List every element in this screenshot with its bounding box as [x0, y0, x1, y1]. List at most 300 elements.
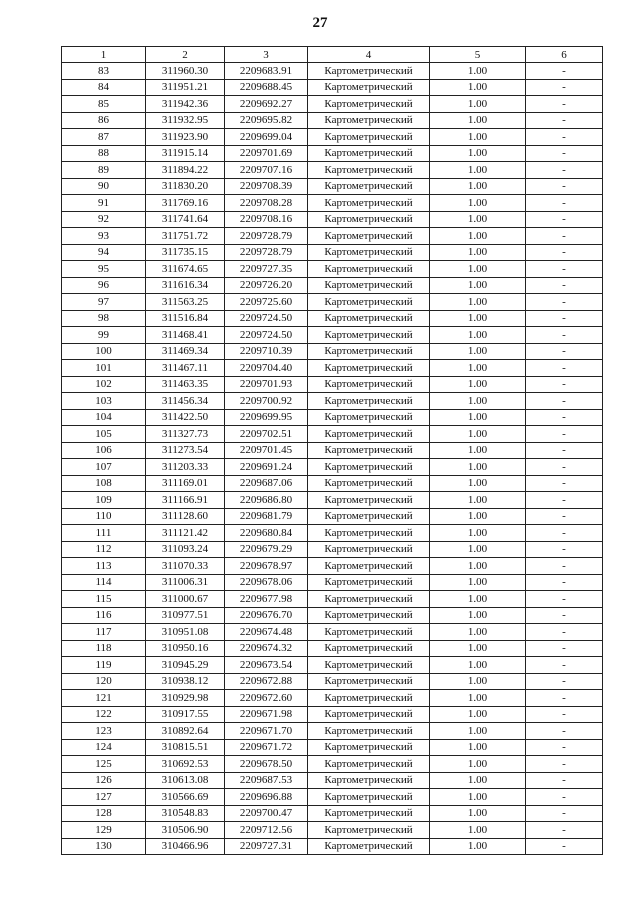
table-cell: Картометрический	[308, 211, 430, 228]
table-cell: 116	[62, 607, 146, 624]
table-cell: 1.00	[430, 475, 526, 492]
table-cell: 85	[62, 96, 146, 113]
table-cell: 311516.84	[146, 310, 225, 327]
table-cell: -	[526, 129, 603, 146]
table-cell: Картометрический	[308, 277, 430, 294]
table-row	[62, 360, 603, 377]
column-header: 6	[526, 47, 603, 63]
table-cell: 310566.69	[146, 789, 225, 806]
table-cell: 311769.16	[146, 195, 225, 212]
table-cell: -	[526, 261, 603, 278]
table-row	[62, 805, 603, 822]
table-cell: 1.00	[430, 360, 526, 377]
table-cell: 311203.33	[146, 459, 225, 476]
table-row	[62, 690, 603, 707]
column-header: 3	[225, 47, 308, 63]
table-cell: 92	[62, 211, 146, 228]
table-row	[62, 343, 603, 360]
table-cell: 310548.83	[146, 805, 225, 822]
table-cell: 1.00	[430, 277, 526, 294]
table-cell: -	[526, 442, 603, 459]
table-cell: -	[526, 63, 603, 80]
table-cell: 311735.15	[146, 244, 225, 261]
table-cell: 1.00	[430, 673, 526, 690]
table-cell: 311273.54	[146, 442, 225, 459]
table-cell: 2209692.27	[225, 96, 308, 113]
table-cell: 114	[62, 574, 146, 591]
table-cell: Картометрический	[308, 574, 430, 591]
table-cell: 1.00	[430, 772, 526, 789]
table-cell: 1.00	[430, 492, 526, 509]
table-row	[62, 541, 603, 558]
table-cell: 310917.55	[146, 706, 225, 723]
table-cell: 311960.30	[146, 63, 225, 80]
table-cell: -	[526, 657, 603, 674]
table-cell: 120	[62, 673, 146, 690]
table-cell: 310892.64	[146, 723, 225, 740]
table-cell: -	[526, 607, 603, 624]
table-cell: 2209728.79	[225, 244, 308, 261]
table-cell: 2209701.45	[225, 442, 308, 459]
table-row	[62, 492, 603, 509]
table-row	[62, 706, 603, 723]
table-cell: 1.00	[430, 607, 526, 624]
table-cell: 83	[62, 63, 146, 80]
table-cell: 2209676.70	[225, 607, 308, 624]
table-cell: 311166.91	[146, 492, 225, 509]
table-cell: 311006.31	[146, 574, 225, 591]
table-cell: 2209678.06	[225, 574, 308, 591]
table-cell: 124	[62, 739, 146, 756]
table-cell: 311128.60	[146, 508, 225, 525]
table-cell: -	[526, 393, 603, 410]
table-row	[62, 640, 603, 657]
table-cell: 311563.25	[146, 294, 225, 311]
table-cell: 129	[62, 822, 146, 839]
table-cell: 1.00	[430, 310, 526, 327]
table-cell: 1.00	[430, 822, 526, 839]
table-cell: Картометрический	[308, 261, 430, 278]
table-cell: 96	[62, 277, 146, 294]
table-cell: 1.00	[430, 657, 526, 674]
table-cell: 2209708.39	[225, 178, 308, 195]
table-cell: 1.00	[430, 79, 526, 96]
table-row	[62, 475, 603, 492]
table-cell: -	[526, 822, 603, 839]
table-cell: 2209728.79	[225, 228, 308, 245]
table-cell: 2209702.51	[225, 426, 308, 443]
table-cell: -	[526, 79, 603, 96]
table-cell: 311456.34	[146, 393, 225, 410]
table-cell: 1.00	[430, 706, 526, 723]
table-cell: -	[526, 459, 603, 476]
table-cell: Картометрический	[308, 723, 430, 740]
table-cell: 311467.11	[146, 360, 225, 377]
table-cell: -	[526, 162, 603, 179]
table-row	[62, 112, 603, 129]
coordinates-table	[61, 46, 603, 855]
table-cell: 1.00	[430, 838, 526, 855]
table-cell: 1.00	[430, 327, 526, 344]
table-cell: 1.00	[430, 261, 526, 278]
table-cell: 2209679.29	[225, 541, 308, 558]
table-row	[62, 129, 603, 146]
table-row	[62, 409, 603, 426]
table-cell: 93	[62, 228, 146, 245]
table-row	[62, 657, 603, 674]
table-cell: 87	[62, 129, 146, 146]
table-cell: -	[526, 690, 603, 707]
table-cell: 125	[62, 756, 146, 773]
table-cell: 310613.08	[146, 772, 225, 789]
table-cell: Картометрический	[308, 706, 430, 723]
table-cell: 310692.53	[146, 756, 225, 773]
table-cell: 2209672.60	[225, 690, 308, 707]
table-cell: -	[526, 409, 603, 426]
table-cell: 311894.22	[146, 162, 225, 179]
table-cell: 110	[62, 508, 146, 525]
table-cell: Картометрический	[308, 96, 430, 113]
table-cell: -	[526, 541, 603, 558]
table-cell: Картометрический	[308, 129, 430, 146]
table-cell: -	[526, 756, 603, 773]
table-cell: 1.00	[430, 409, 526, 426]
table-cell: 311830.20	[146, 178, 225, 195]
table-cell: -	[526, 178, 603, 195]
table-cell: 89	[62, 162, 146, 179]
column-header: 2	[146, 47, 225, 63]
table-cell: 108	[62, 475, 146, 492]
table-cell: Картометрический	[308, 426, 430, 443]
table-row	[62, 673, 603, 690]
table-cell: 2209671.98	[225, 706, 308, 723]
table-cell: Картометрический	[308, 492, 430, 509]
column-header: 1	[62, 47, 146, 63]
table-cell: 2209700.92	[225, 393, 308, 410]
table-cell: 2209681.79	[225, 508, 308, 525]
table-cell: -	[526, 591, 603, 608]
table-cell: -	[526, 277, 603, 294]
table-cell: 2209708.28	[225, 195, 308, 212]
table-cell: 310815.51	[146, 739, 225, 756]
table-cell: 310466.96	[146, 838, 225, 855]
table-row	[62, 63, 603, 80]
table-row	[62, 607, 603, 624]
table-row	[62, 574, 603, 591]
table-cell: 1.00	[430, 376, 526, 393]
table-cell: -	[526, 96, 603, 113]
table-cell: 104	[62, 409, 146, 426]
table-cell: -	[526, 706, 603, 723]
table-cell: 94	[62, 244, 146, 261]
table-row	[62, 327, 603, 344]
table-cell: -	[526, 789, 603, 806]
table-cell: 310506.90	[146, 822, 225, 839]
table-cell: 1.00	[430, 640, 526, 657]
table-cell: 2209696.88	[225, 789, 308, 806]
table-header-row	[62, 47, 603, 63]
table-cell: Картометрический	[308, 409, 430, 426]
table-cell: 111	[62, 525, 146, 542]
table-cell: 311469.34	[146, 343, 225, 360]
table-cell: 311093.24	[146, 541, 225, 558]
column-header: 4	[308, 47, 430, 63]
table-cell: Картометрический	[308, 393, 430, 410]
table-cell: 311923.90	[146, 129, 225, 146]
table-cell: 2209671.70	[225, 723, 308, 740]
table-cell: 1.00	[430, 442, 526, 459]
table-cell: -	[526, 805, 603, 822]
table-cell: -	[526, 640, 603, 657]
table-row	[62, 277, 603, 294]
table-cell: 2209699.04	[225, 129, 308, 146]
table-cell: Картометрический	[308, 310, 430, 327]
table-cell: -	[526, 310, 603, 327]
table-cell: 2209707.16	[225, 162, 308, 179]
table-cell: -	[526, 327, 603, 344]
table-cell: 105	[62, 426, 146, 443]
table-cell: Картометрический	[308, 63, 430, 80]
table-cell: -	[526, 574, 603, 591]
table-cell: 2209687.06	[225, 475, 308, 492]
table-cell: 2209672.88	[225, 673, 308, 690]
table-row	[62, 195, 603, 212]
table-cell: 127	[62, 789, 146, 806]
table-cell: Картометрический	[308, 739, 430, 756]
table-cell: 130	[62, 838, 146, 855]
table-cell: 310950.16	[146, 640, 225, 657]
table-cell: Картометрический	[308, 673, 430, 690]
table-cell: Картометрический	[308, 624, 430, 641]
table-cell: 311674.65	[146, 261, 225, 278]
table-cell: -	[526, 112, 603, 129]
table-cell: 88	[62, 145, 146, 162]
table-cell: 101	[62, 360, 146, 377]
table-cell: Картометрический	[308, 178, 430, 195]
table-cell: Картометрический	[308, 822, 430, 839]
table-cell: 122	[62, 706, 146, 723]
table-cell: Картометрический	[308, 244, 430, 261]
table-cell: Картометрический	[308, 772, 430, 789]
table-cell: 91	[62, 195, 146, 212]
table-row	[62, 162, 603, 179]
table-cell: Картометрический	[308, 112, 430, 129]
table-cell: 1.00	[430, 343, 526, 360]
table-row	[62, 624, 603, 641]
table-row	[62, 393, 603, 410]
table-cell: 311070.33	[146, 558, 225, 575]
table-cell: -	[526, 195, 603, 212]
table-cell: 2209708.16	[225, 211, 308, 228]
table-cell: 126	[62, 772, 146, 789]
table-cell: 1.00	[430, 393, 526, 410]
table-cell: 121	[62, 690, 146, 707]
table-cell: 310977.51	[146, 607, 225, 624]
table-cell: 311741.64	[146, 211, 225, 228]
table-cell: Картометрический	[308, 376, 430, 393]
table-cell: -	[526, 525, 603, 542]
table-cell: -	[526, 343, 603, 360]
table-row	[62, 591, 603, 608]
table-cell: 2209699.95	[225, 409, 308, 426]
table-row	[62, 838, 603, 855]
table-cell: 1.00	[430, 558, 526, 575]
table-cell: Картометрический	[308, 442, 430, 459]
table-cell: Картометрический	[308, 360, 430, 377]
table-cell: 128	[62, 805, 146, 822]
table-cell: 1.00	[430, 508, 526, 525]
table-cell: 2209724.50	[225, 327, 308, 344]
table-row	[62, 426, 603, 443]
table-cell: Картометрический	[308, 343, 430, 360]
table-cell: 311121.42	[146, 525, 225, 542]
table-cell: 311000.67	[146, 591, 225, 608]
table-cell: Картометрический	[308, 558, 430, 575]
table-cell: -	[526, 723, 603, 740]
table-cell: 2209686.80	[225, 492, 308, 509]
table-cell: -	[526, 426, 603, 443]
table-cell: 1.00	[430, 178, 526, 195]
table-cell: 100	[62, 343, 146, 360]
table-row	[62, 756, 603, 773]
table-cell: Картометрический	[308, 756, 430, 773]
table-cell: Картометрический	[308, 475, 430, 492]
table-cell: -	[526, 492, 603, 509]
table-cell: 115	[62, 591, 146, 608]
table-row	[62, 228, 603, 245]
table-row	[62, 310, 603, 327]
table-cell: 2209724.50	[225, 310, 308, 327]
table-cell: -	[526, 145, 603, 162]
table-row	[62, 442, 603, 459]
table-cell: 1.00	[430, 756, 526, 773]
table-cell: 103	[62, 393, 146, 410]
table-cell: 2209726.20	[225, 277, 308, 294]
table-cell: 2209701.93	[225, 376, 308, 393]
table-cell: Картометрический	[308, 327, 430, 344]
table-cell: 311915.14	[146, 145, 225, 162]
table-cell: 310929.98	[146, 690, 225, 707]
table-cell: 1.00	[430, 96, 526, 113]
table-row	[62, 178, 603, 195]
table-cell: Картометрический	[308, 541, 430, 558]
table-cell: 1.00	[430, 228, 526, 245]
table-cell: Картометрический	[308, 789, 430, 806]
table-cell: 97	[62, 294, 146, 311]
table-cell: 2209727.31	[225, 838, 308, 855]
table-cell: 2209674.48	[225, 624, 308, 641]
table-cell: 2209678.50	[225, 756, 308, 773]
table-cell: 1.00	[430, 591, 526, 608]
table-cell: 1.00	[430, 162, 526, 179]
table-cell: Картометрический	[308, 591, 430, 608]
table-cell: 2209687.53	[225, 772, 308, 789]
table-cell: 2209680.84	[225, 525, 308, 542]
table-cell: 2209674.32	[225, 640, 308, 657]
table-cell: 2209701.69	[225, 145, 308, 162]
table-cell: 118	[62, 640, 146, 657]
table-cell: 1.00	[430, 789, 526, 806]
table-cell: 1.00	[430, 541, 526, 558]
table-cell: 84	[62, 79, 146, 96]
table-cell: Картометрический	[308, 459, 430, 476]
table-cell: 2209683.91	[225, 63, 308, 80]
table-cell: 311616.34	[146, 277, 225, 294]
table-cell: -	[526, 673, 603, 690]
table-cell: 310938.12	[146, 673, 225, 690]
table-cell: Картометрический	[308, 640, 430, 657]
table-row	[62, 789, 603, 806]
table-cell: 2209704.40	[225, 360, 308, 377]
table-cell: 1.00	[430, 195, 526, 212]
table-cell: -	[526, 772, 603, 789]
table-cell: 1.00	[430, 459, 526, 476]
table-cell: Картометрический	[308, 79, 430, 96]
table-row	[62, 211, 603, 228]
table-cell: 117	[62, 624, 146, 641]
table-cell: 2209671.72	[225, 739, 308, 756]
table-cell: 1.00	[430, 723, 526, 740]
table-cell: 311932.95	[146, 112, 225, 129]
table-row	[62, 739, 603, 756]
table-cell: 1.00	[430, 112, 526, 129]
table-cell: Картометрический	[308, 508, 430, 525]
table-cell: Картометрический	[308, 690, 430, 707]
table-cell: 119	[62, 657, 146, 674]
table-cell: Картометрический	[308, 162, 430, 179]
table-cell: Картометрический	[308, 607, 430, 624]
table-cell: 2209710.39	[225, 343, 308, 360]
table-cell: 106	[62, 442, 146, 459]
table-cell: 112	[62, 541, 146, 558]
table-cell: 113	[62, 558, 146, 575]
table-cell: 311327.73	[146, 426, 225, 443]
table-cell: 311422.50	[146, 409, 225, 426]
table-cell: -	[526, 558, 603, 575]
table-cell: -	[526, 244, 603, 261]
table-row	[62, 145, 603, 162]
table-cell: 2209712.56	[225, 822, 308, 839]
table-cell: 90	[62, 178, 146, 195]
table-cell: 311951.21	[146, 79, 225, 96]
table-cell: 1.00	[430, 624, 526, 641]
table-cell: -	[526, 475, 603, 492]
table-cell: 1.00	[430, 63, 526, 80]
table-cell: 98	[62, 310, 146, 327]
table-cell: Картометрический	[308, 195, 430, 212]
table-row	[62, 96, 603, 113]
table-cell: Картометрический	[308, 525, 430, 542]
table-cell: -	[526, 624, 603, 641]
table-cell: 1.00	[430, 211, 526, 228]
table-cell: 2209727.35	[225, 261, 308, 278]
table-cell: 1.00	[430, 739, 526, 756]
table-cell: 2209688.45	[225, 79, 308, 96]
table-cell: 311169.01	[146, 475, 225, 492]
table-cell: 86	[62, 112, 146, 129]
table-row	[62, 723, 603, 740]
table-row	[62, 294, 603, 311]
table-row	[62, 79, 603, 96]
table-row	[62, 508, 603, 525]
table-cell: -	[526, 376, 603, 393]
table-cell: 1.00	[430, 805, 526, 822]
table-row	[62, 459, 603, 476]
table-cell: 2209725.60	[225, 294, 308, 311]
table-cell: Картометрический	[308, 228, 430, 245]
table-cell: 311751.72	[146, 228, 225, 245]
table-cell: 2209678.97	[225, 558, 308, 575]
